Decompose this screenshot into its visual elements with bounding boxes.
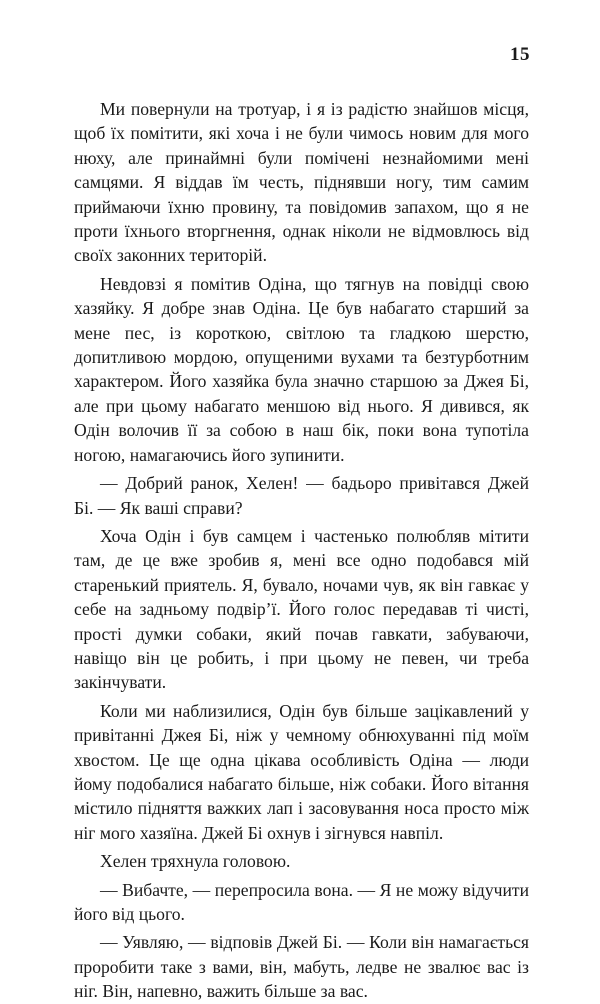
paragraph-5: Коли ми наблизилися, Одін був більше зацікавлений у привітанні Джея Бі, ніж у чемному обнюхуванні під моїм хвостом. Це ще одна цікава особливість Одіна — люди йому подобалися набагато більше, ніж собаки. Його вітання містило підняття важких лап і засовування носа просто між ніг мого хазяїна. Джей Бі охнув і зігнувся навпіл. <box>74 700 529 843</box>
paragraph-4: Хоча Одін і був самцем і частенько полюбляв мітити там, де це вже зробив я, мені все одно подобався мій старенький приятель. Я, бувало, ночами чув, як він гавкає у себе на задньому подвір’ї. Його голос передавав ті чисті, прості думки собаки, який почав гавкати, забуваючи, навіщо він це робить, і при цьому не певен, чи треба закінчувати. <box>74 525 529 693</box>
paragraph-6: Хелен тряхнула головою. <box>100 851 291 872</box>
paragraph-8-dialogue: — Уявляю, — відповів Джей Бі. — Коли він намагається проробити таке з вами, він, мабуть, ледве не звалює вас із ніг. Він, напевно, важить більше за вас. <box>74 932 529 1002</box>
page-number: 15 <box>510 44 530 65</box>
paragraph-7-dialogue: — Вибачте, — перепросила вона. — Я не можу відучити його від цього. <box>74 879 529 924</box>
paragraph-2: Невдовзі я помітив Одіна, що тягнув на повідці свою хазяйку. Я добре знав Одіна. Це був набагато старший за мене пес, із короткою, світлою та гладкою шерстю, допитливою мордою, опущеними вухами та безтурботним характером. Його хазяйка була значно старшою за Джея Бі, але при цьому набагато меншою від нього. Я дивився, як Одін волочив її за собою в наш бік, поки вона тупотіла ногою, намагаючись його зупинити. <box>74 273 529 465</box>
body-text <box>74 97 529 1004</box>
paragraph-3-dialogue: — Добрий ранок, Хелен! — бадьоро привітався Джей Бі. — Як ваші справи? <box>74 473 529 518</box>
paragraph-1: Ми повернули на тротуар, і я із радістю знайшов місця, щоб їх помітити, які хоча і не були чимось новим для мого нюху, але принаймні були помічені незнайомими мені самцями. Я віддав їм честь, піднявши ногу, тим самим приймаючи їхню провину, та повідомив запахом, що я не проти їхнього вторгнення, однак ніколи не відмовлюсь від своїх законних територій. <box>74 99 529 266</box>
